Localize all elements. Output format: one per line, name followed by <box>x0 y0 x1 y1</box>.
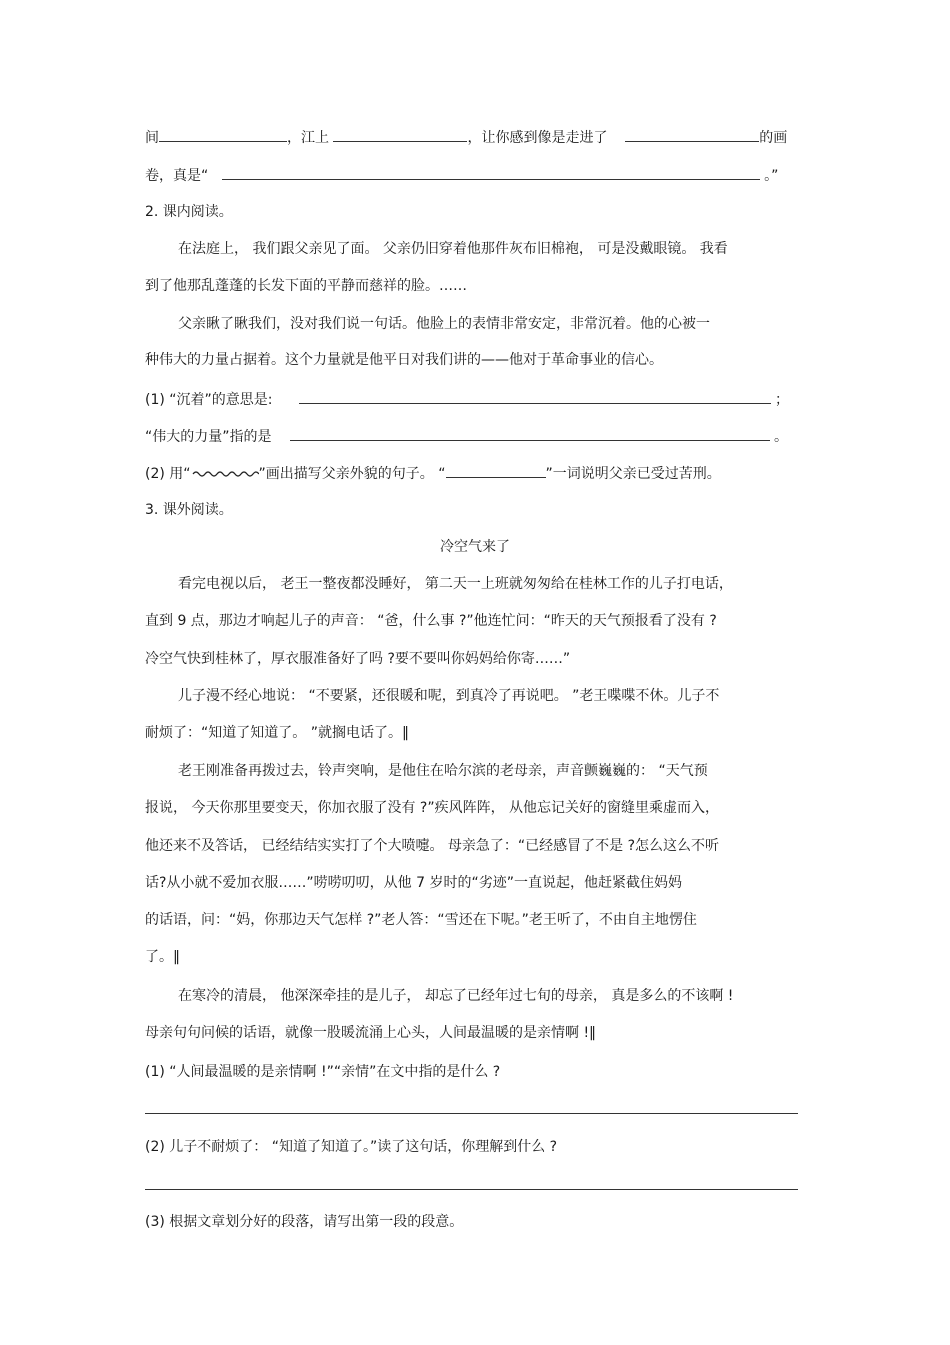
passage-line: 报说， 今天你那里要变天，你加衣服了没有 ?”疾风阵阵， 从他忘记关好的窗缝里乘虚而入， <box>145 800 720 816</box>
sub-question-2-1b <box>145 425 788 447</box>
passage-line: 在寒冷的清晨， 他深深牵挂的是儿子， 却忘了已经年过七旬的母亲， 真是多么的不该啊 ! <box>178 988 734 1004</box>
text: (1) “沉着”的意思是: <box>145 392 273 408</box>
passage-line: 种伟大的力量占据着。这个力量就是他平日对我们讲的——他对于革命事业的信心。 <box>145 352 663 368</box>
answer-blank[interactable] <box>446 462 546 478</box>
passage-line: 冷空气快到桂林了，厚衣服准备好了吗 ?要不要叫你妈妈给你寄……” <box>145 651 571 667</box>
question-2-heading: 2. 课内阅读。 <box>145 204 233 220</box>
text: ”画出描写父亲外貌的句子。 “ <box>258 466 446 482</box>
text: 。 <box>773 429 788 445</box>
answer-blank[interactable] <box>299 388 771 404</box>
answer-blank[interactable] <box>222 164 760 180</box>
passage-line: 母亲句句问候的话语，就像一股暖流涌上心头，人间最温暖的是亲情啊 !‖ <box>145 1025 597 1041</box>
sub-question-3-3: (3) 根据文章划分好的段落，请写出第一段的段意。 <box>145 1214 464 1230</box>
sub-question-3-1: (1) “人间最温暖的是亲情啊 !”“亲情”在文中指的是什么 ? <box>145 1064 501 1080</box>
text: 。” <box>764 168 779 184</box>
fill-line-2 <box>145 164 778 186</box>
answer-blank[interactable] <box>625 126 759 142</box>
passage-line: 到了他那乱蓬蓬的长发下面的平静而慈祥的脸。…… <box>145 278 467 294</box>
text: ，让你感到像是走进了 <box>467 130 608 146</box>
text: ”一词说明父亲已受过苦刑。 <box>545 466 721 482</box>
answer-blank[interactable] <box>159 126 287 142</box>
text: 的画 <box>759 130 788 146</box>
text: “伟大的力量”指的是 <box>145 429 272 445</box>
sub-question-2-1 <box>145 388 789 410</box>
passage-line: 了。‖ <box>145 949 180 965</box>
answer-blank[interactable] <box>333 126 467 142</box>
text: 卷，真是“ <box>145 168 209 184</box>
text: (2) 用“ <box>145 466 191 482</box>
passage-line: 老王刚准备再拨过去，铃声突响，是他住在哈尔滨的老母亲，声音颤巍巍的： “天气预 <box>178 763 708 779</box>
passage-line: 在法庭上， 我们跟父亲见了面。 父亲仍旧穿着他那件灰布旧棉袍， 可是没戴眼镜。 我看 <box>178 241 728 257</box>
text: ，江上 <box>287 130 329 146</box>
fill-line-1 <box>145 126 787 148</box>
answer-blank[interactable] <box>290 425 770 441</box>
passage-line: 耐烦了：“知道了知道了。 ”就搁电话了。‖ <box>145 725 409 741</box>
passage-line: 儿子漫不经心地说： “不要紧，还很暖和呢，到真冷了再说吧。 ”老王喋喋不休。儿子不 <box>178 688 720 704</box>
answer-line[interactable] <box>145 1113 798 1114</box>
wavy-underline-icon <box>191 469 259 479</box>
passage-line: 父亲瞅了瞅我们，没对我们说一句话。他脸上的表情非常安定，非常沉着。他的心被一 <box>178 316 710 332</box>
passage-line: 话?从小就不爱加衣服……”唠唠叨叨，从他 7 岁时的“劣迹”一直说起，他赶紧截住妈妈 <box>145 875 682 891</box>
passage-line: 的话语，问：“妈，你那边天气怎样 ?”老人答：“雪还在下呢。”老王听了，不由自主地愣住 <box>145 912 697 928</box>
passage-line: 直到 9 点，那边才响起儿子的声音： “爸，什么事 ?”他连忙问：“昨天的天气预报看了没有 ? <box>145 613 717 629</box>
text: 间 <box>145 130 159 146</box>
passage-line: 看完电视以后， 老王一整夜都没睡好， 第二天一上班就匆匆给在桂林工作的儿子打电话， <box>178 576 733 592</box>
text: ； <box>774 392 789 408</box>
sub-question-3-2: (2) 儿子不耐烦了： “知道了知道了。”读了这句话，你理解到什么 ? <box>145 1139 558 1155</box>
question-3-heading: 3. 课外阅读。 <box>145 502 233 518</box>
answer-line[interactable] <box>145 1189 798 1190</box>
passage-title: 冷空气来了 <box>440 539 510 555</box>
sub-question-2-2 <box>145 462 721 484</box>
passage-line: 他还来不及答话， 已经结结实实打了个大喷嚏。 母亲急了：“已经感冒了不是 ?怎么这么不听 <box>145 838 720 854</box>
